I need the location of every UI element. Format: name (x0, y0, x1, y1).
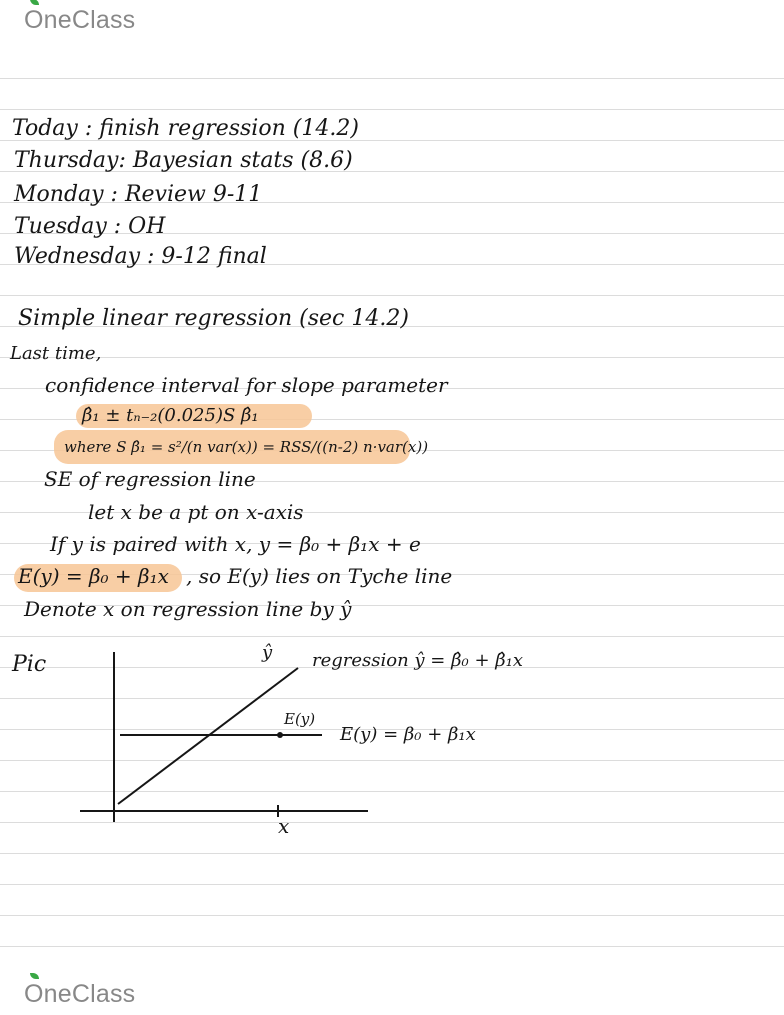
let-line: let x be a pt on x-axis (88, 500, 304, 524)
pic-label: Pic (12, 652, 47, 677)
leaf-icon (30, 0, 39, 5)
ey-rest: , so E(y) lies on Tyche line (186, 564, 453, 588)
section-title: Simple linear regression (sec 14.2) (18, 306, 409, 331)
ey-line-label: E(y) = β₀ + β₁x (340, 724, 476, 745)
schedule-monday: Monday : Review 9-11 (14, 182, 263, 207)
last-time-heading: Last time, (10, 343, 102, 364)
y-hat-label: ŷ (262, 642, 273, 663)
schedule-tuesday: Tuesday : OH (14, 214, 166, 239)
ey-point (277, 732, 283, 738)
regression-sketch (0, 640, 784, 840)
footer-logo: OneClass (24, 980, 135, 1009)
header-logo: OneClass (24, 6, 135, 35)
denote-line: Denote x on regression line by ŷ (24, 597, 352, 621)
if-line: If y is paired with x, y = β₀ + β₁x + e (50, 532, 421, 556)
schedule-today: Today : finish regression (14.2) (12, 116, 359, 141)
ci-line: confidence interval for slope parameter (45, 373, 448, 397)
se-line: SE of regression line (44, 467, 256, 491)
leaf-icon (30, 973, 39, 979)
regression-label: regression ŷ = β̂₀ + β̂₁x (312, 650, 524, 671)
ey-formula: E(y) = β₀ + β₁x (18, 564, 169, 588)
schedule-thursday: Thursday: Bayesian stats (8.6) (14, 148, 353, 173)
x-axis-label: x (278, 814, 290, 838)
where-formula: where S β̂₁ = s²/(n var(x)) = RSS/((n-2) n·var(x)) (64, 438, 429, 456)
ci-formula: β̂₁ ± tₙ₋₂(0.025)S β̂₁ (82, 405, 259, 426)
ey-point-label: E(y) (284, 710, 316, 728)
schedule-wednesday: Wednesday : 9-12 final (14, 244, 267, 269)
